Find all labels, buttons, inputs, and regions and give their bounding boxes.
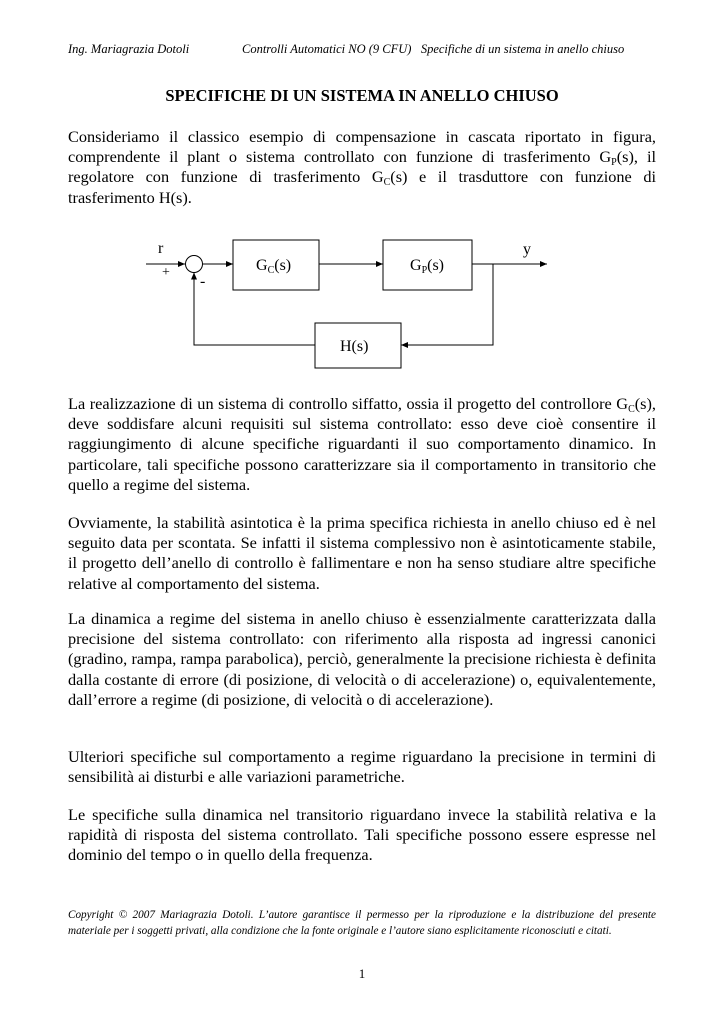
page-number: 1 [358,966,366,981]
block-diagram [140,234,560,374]
header-topic: Specifiche di un sistema in anello chiuso [420,42,625,56]
summing-junction [186,256,203,273]
paragraph-intro [68,127,656,208]
paragraph-transient: Le specifiche sulla dinamica nel transitorio riguardano invece la stabilità relativa e la rapidità di risposta del sistema controllato. Tali specifiche possono essere espresse nel dominio del tempo o in quello della frequenza. [68,805,656,865]
copyright-footer: Copyright © 2007 Mariagrazia Dotoli. L’autore garantisce il permesso per la riproduzione e la distribuzione del presente materiale per i soggetti privati, alla condizione che la fonte originale e l’autore siano esplicitamente riconosciuti e citati. [68,909,656,937]
feedback-return [194,273,315,346]
header-course-name: Controlli Automatici NO (9 CFU) [242,42,412,56]
paragraph-controller-design-text-b: (s), deve soddisfare alcuni requisiti sul sistema controllato: esso deve cioè consentire il raggiungimento di alcune specifiche riguardanti il suo comportamento dinamico. In particolare, tali specifiche possono caratterizzare sia il comportamento in transitorio che quello a regime del sistema. [68,394,656,494]
subscript-p: P [611,157,617,169]
plus-sign: + [162,265,170,280]
plant-label: GP(s) [410,257,445,276]
paragraph-controller-design-text-a: La realizzazione di un sistema di controllo siffatto, ossia il progetto del controllore G [68,394,629,413]
output-label: y [523,241,531,258]
paragraph-intro-text-b: (s), il regolatore con funzione di trasferimento G [68,147,656,187]
page-title: SPECIFICHE DI UN SISTEMA IN ANELLO CHIUSO [165,86,559,105]
paragraph-sensitivity: Ulteriori specifiche sul comportamento a regime riguardano la precisione in termini di sensibilità ai disturbi e alle variazioni parametriche. [68,747,656,787]
feedback-take-off [401,264,493,345]
header-course [242,42,624,57]
paragraph-steady-state: La dinamica a regime del sistema in anello chiuso è essenzialmente caratterizzata dalla precisione del sistema controllato: con riferimento alla risposta ad ingressi canonici (gradino, rampa, rampa parabolica), perciò, generalmente la precisione richiesta è definita dalla costante di errore (di posizione, di velocità o di accelerazione) o, equivalentemente, dall’errore a regime (di posizione, di velocità o di accelerazione). [68,609,656,709]
controller-label: GC(s) [256,257,292,276]
sensor-label: H(s) [340,338,369,355]
minus-sign: - [200,273,206,290]
header-author: Ing. Mariagrazia Dotoli [68,42,190,56]
paragraph-intro-text-c: (s) e il trasduttore con funzione di trasferimento H(s). [68,167,656,207]
subscript-c: C [628,404,635,415]
paragraph-controller-design [68,394,656,495]
input-label: r [158,240,164,257]
subscript-c: C [383,177,391,189]
paragraph-intro-text-a: Consideriamo il classico esempio di compensazione in cascata riportato in figura, comprendente il plant o sistema controllato con funzione di trasferimento G [68,127,656,167]
paragraph-stability: Ovviamente, la stabilità asintotica è la prima specifica richiesta in anello chiuso ed è nel seguito data per scontata. Se infatti il sistema complessivo non è asintoticamente stabile, il progetto dell’anello di controllo è fallimentare e non ha senso studiare altre specifiche relative al comportamento del sistema. [68,513,656,593]
